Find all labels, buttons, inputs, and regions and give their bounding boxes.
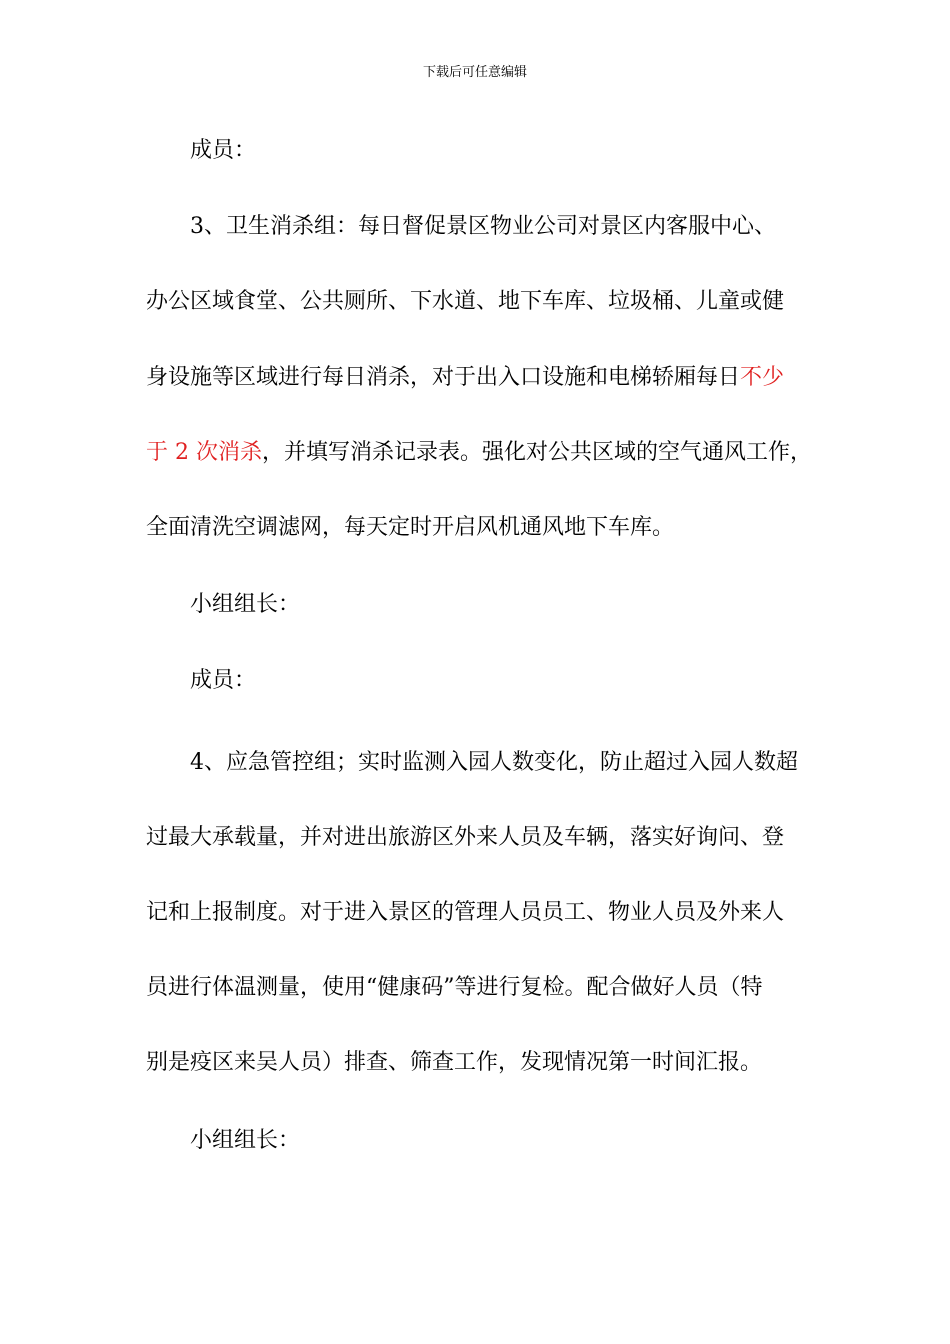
sanitation-paragraph-line-2: 办公区域食堂、公共厕所、下水道、地下车库、垃圾桶、儿童或健 [146, 289, 785, 314]
sanitation-paragraph-line-5: 全面清洗空调滤网，每天定时开启风机通风地下车库。 [146, 515, 675, 540]
sanitation-paragraph-line-3 [146, 363, 784, 393]
text-span: 身设施等区域进行每日消杀，对于出入口设施和电梯轿厢每日 [146, 365, 741, 390]
emergency-paragraph-line-2: 过最大承载量，并对进出旅游区外来人员及车辆，落实好询问、登 [146, 825, 785, 850]
emergency-paragraph-line-4: 员进行体温测量，使用“健康码”等进行复检。配合做好人员（特 [146, 975, 763, 1000]
emergency-paragraph-line-5: 别是疫区来吴人员）排查、筛查工作，发现情况第一时间汇报。 [146, 1050, 763, 1075]
text-span: ，并填写消杀记录表。强化对公共区域的空气通风工作， [261, 440, 812, 465]
group-leader-label-1: 小组组长： [190, 592, 301, 617]
emergency-group-heading: 4、应急管控组；实时监测入园人数变化，防止超过入园人数超 [190, 750, 798, 775]
sanitation-group-heading: 3、卫生消杀组：每日督促景区物业公司对景区内客服中心、 [190, 214, 776, 239]
highlighted-text: 不少 [740, 365, 785, 390]
highlighted-text: 于 2 次消杀 [146, 440, 262, 465]
group-leader-label-2: 小组组长： [190, 1128, 301, 1153]
members-label-1: 成员： [190, 138, 257, 163]
emergency-paragraph-line-3: 记和上报制度。对于进入景区的管理人员员工、物业人员及外来人 [146, 900, 785, 925]
page-header: 下载后可任意编辑 [422, 65, 527, 80]
sanitation-paragraph-line-4 [146, 438, 812, 468]
members-label-2: 成员： [190, 668, 257, 693]
